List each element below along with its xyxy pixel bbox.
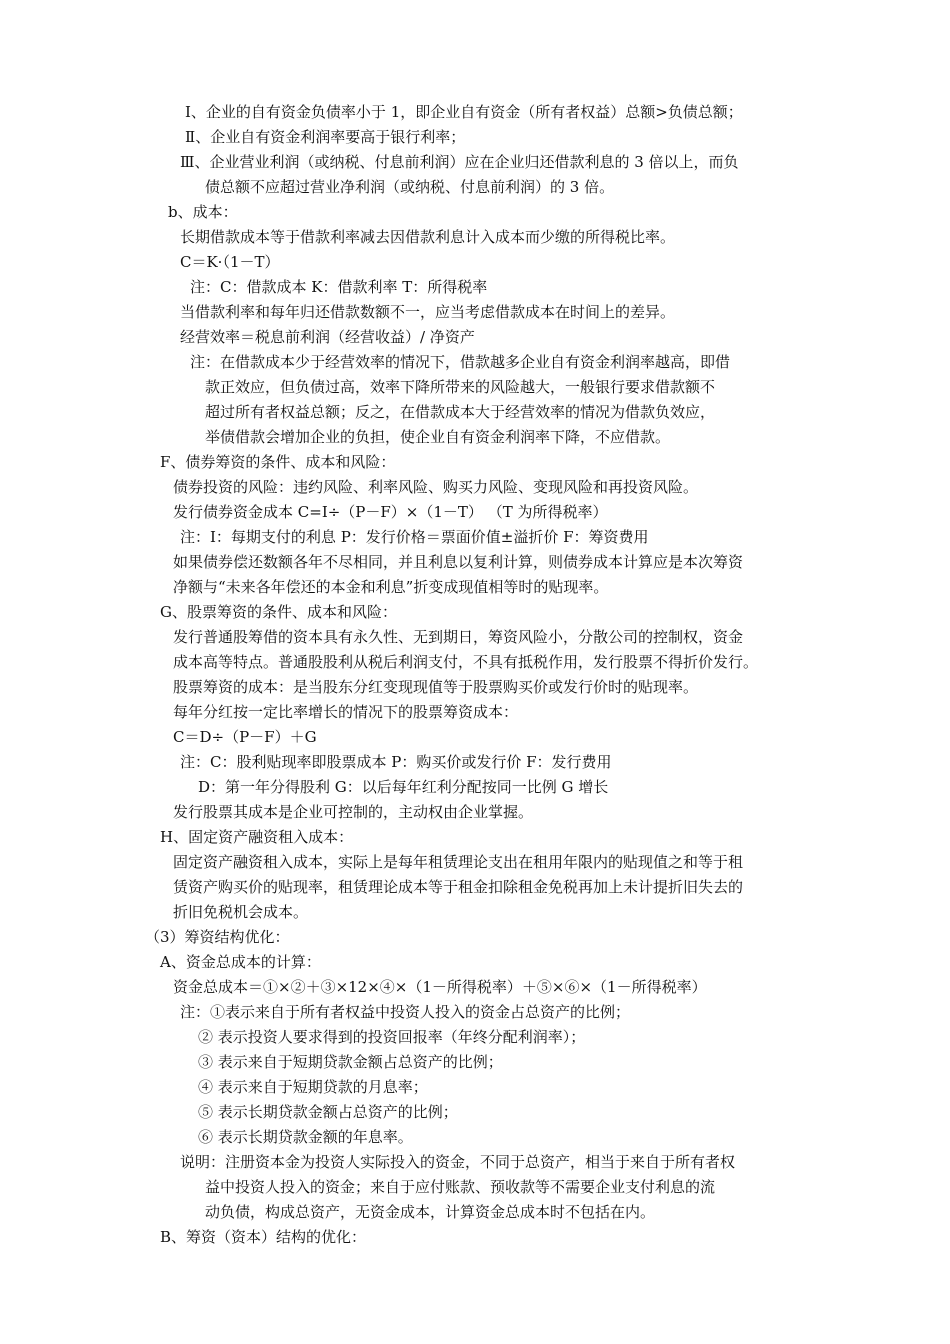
note-line: ⑥ 表示长期贷款金额的年息率。 (198, 1128, 413, 1146)
section-heading: b、成本： (168, 203, 238, 221)
text-line: Ⅰ、企业的自有资金负债率小于 1，即企业自有资金（所有者权益）总额>负债总额； (185, 103, 743, 121)
section-heading: B、筹资（资本）结构的优化： (160, 1228, 367, 1246)
text-line: 超过所有者权益总额；反之，在借款成本大于经营效率的情况为借款负效应， (205, 403, 716, 421)
note-line: ⑤ 表示长期贷款金额占总资产的比例； (198, 1103, 458, 1121)
text-line: 发行股票其成本是企业可控制的，主动权由企业掌握。 (173, 803, 534, 821)
note-line: 注：I：每期支付的利息 P：发行价格＝票面价值±溢折价 F：筹资费用 (180, 528, 649, 546)
note-line: 动负债，构成总资产，无资金成本，计算资金总成本时不包括在内。 (205, 1203, 656, 1221)
note-line: 注：在借款成本少于经营效率的情况下，借款越多企业自有资金利润率越高，即借 (190, 353, 731, 371)
formula-line: 经营效率＝税息前利润（经营收益）/ 净资产 (180, 328, 475, 346)
note-line: D：第一年分得股利 G：以后每年红利分配按同一比例 G 增长 (198, 778, 609, 796)
section-heading: G、股票筹资的条件、成本和风险： (160, 603, 397, 621)
note-line: ③ 表示来自于短期贷款金额占总资产的比例； (198, 1053, 503, 1071)
text-line: 债总额不应超过营业净利润（或纳税、付息前利润）的 3 倍。 (205, 178, 615, 196)
section-heading: （3）筹资结构优化： (145, 928, 290, 946)
text-line: 折旧免税机会成本。 (173, 903, 309, 921)
text-line: 股票筹资的成本：是当股东分红变现现值等于股票购买价或发行价时的贴现率。 (173, 678, 699, 696)
text-line: 发行普通股筹借的资本具有永久性、无到期日，筹资风险小，分散公司的控制权，资金 (173, 628, 744, 646)
text-line: 债券投资的风险：违约风险、利率风险、购买力风险、变现风险和再投资风险。 (173, 478, 699, 496)
note-line: 注：①表示来自于所有者权益中投资人投入的资金占总资产的比例； (180, 1003, 631, 1021)
text-line: 当借款利率和每年归还借款数额不一，应当考虑借款成本在时间上的差异。 (180, 303, 676, 321)
text-line: Ⅲ、企业营业利润（或纳税、付息前利润）应在企业归还借款利息的 3 倍以上，而负 (180, 153, 739, 171)
note-line: 说明：注册资本金为投资人实际投入的资金，不同于总资产，相当于来自于所有者权 (180, 1153, 736, 1171)
text-line: 举债借款会增加企业的负担，使企业自有资金利润率下降，不应借款。 (205, 428, 671, 446)
formula-line: C＝D÷（P－F）＋G (173, 728, 317, 746)
text-line: 成本高等特点。普通股股利从税后利润支付，不具有抵税作用，发行股票不得折价发行。 (173, 653, 759, 671)
text-line: Ⅱ、企业自有资金利润率要高于银行利率； (185, 128, 466, 146)
formula-line: 发行债券资金成本 C=I÷（P－F）×（1－T） （T 为所得税率） (173, 503, 608, 521)
text-line: 长期借款成本等于借款利率减去因借款利息计入成本而少缴的所得税比率。 (180, 228, 676, 246)
text-line: 固定资产融资租入成本，实际上是每年租赁理论支出在租用年限内的贴现值之和等于租 (173, 853, 744, 871)
text-line: 款正效应，但负债过高，效率下降所带来的风险越大，一般银行要求借款额不 (205, 378, 716, 396)
text-line: 每年分红按一定比率增长的情况下的股票筹资成本： (173, 703, 519, 721)
formula-line: 资金总成本＝①×②＋③×12×④×（1－所得税率）＋⑤×⑥×（1－所得税率） (173, 978, 707, 996)
note-line: ④ 表示来自于短期贷款的月息率； (198, 1078, 428, 1096)
text-line: 如果债券偿还数额各年不尽相同，并且利息以复利计算，则债券成本计算应是本次筹资 (173, 553, 744, 571)
section-heading: F、债券筹资的条件、成本和风险： (160, 453, 396, 471)
note-line: 注：C：股利贴现率即股票成本 P：购买价或发行价 F：发行费用 (180, 753, 612, 771)
text-line: 净额与“未来各年偿还的本金和利息”折变成现值相等时的贴现率。 (173, 578, 609, 596)
section-heading: A、资金总成本的计算： (160, 953, 321, 971)
note-line: ② 表示投资人要求得到的投资回报率（年终分配利润率）； (198, 1028, 586, 1046)
note-line: 益中投资人投入的资金；来自于应付账款、预收款等不需要企业支付利息的流 (205, 1178, 716, 1196)
formula-line: C＝K·（1－T） (180, 253, 280, 271)
section-heading: H、固定资产融资租入成本： (160, 828, 354, 846)
note-line: 注：C：借款成本 K：借款利率 T：所得税率 (190, 278, 488, 296)
text-line: 赁资产购买价的贴现率，租赁理论成本等于租金扣除租金免税再加上未计提折旧失去的 (173, 878, 744, 896)
